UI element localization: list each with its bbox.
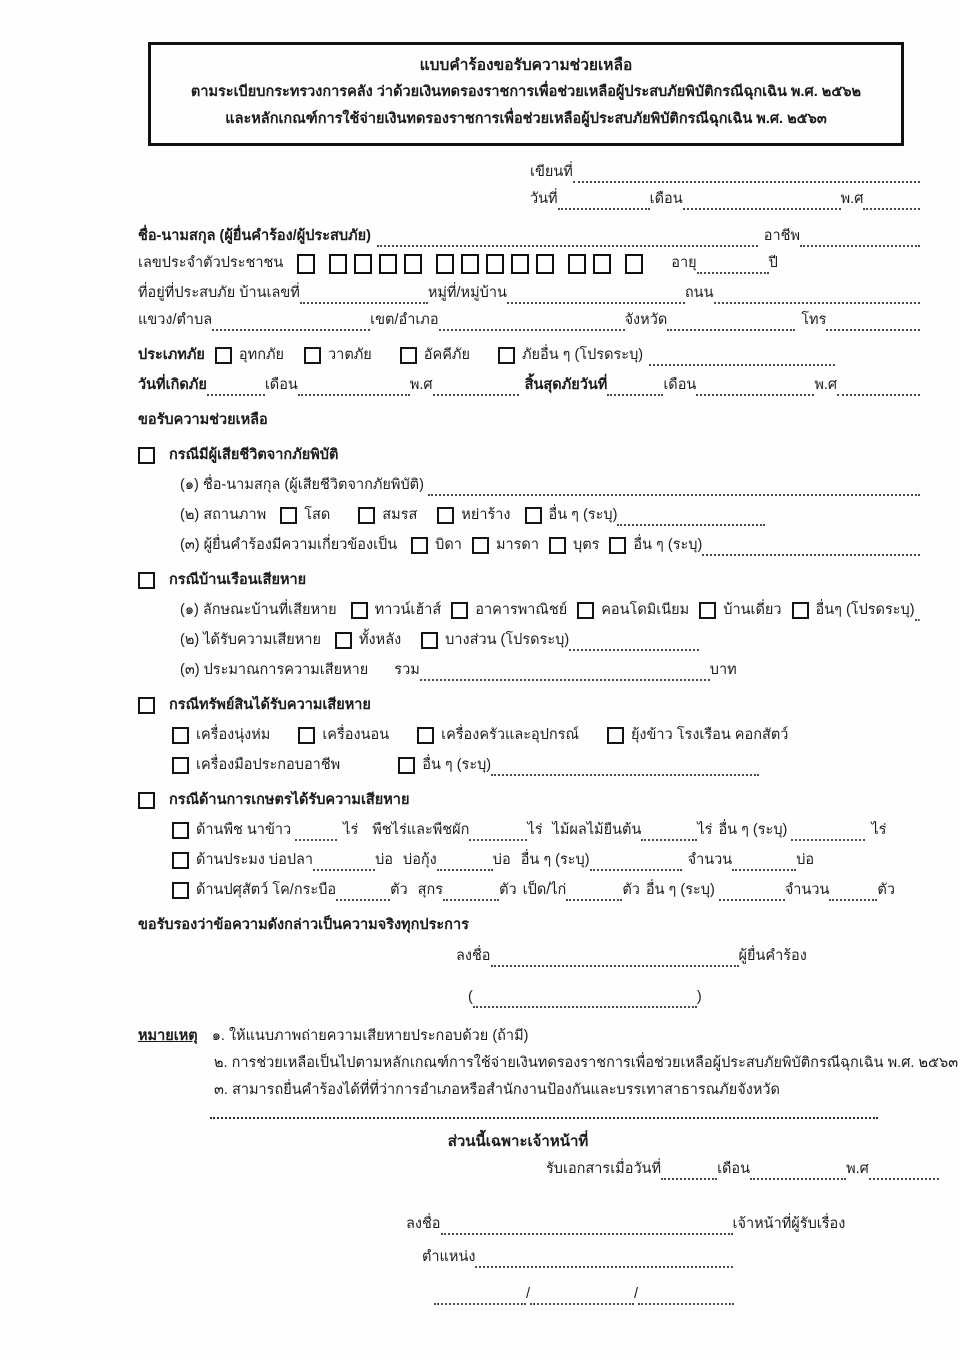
national-id-label: เลขประจำตัวประชาชน bbox=[138, 255, 284, 271]
checkbox-occupation-tools[interactable] bbox=[172, 757, 189, 774]
date-slash-1: / bbox=[526, 1286, 531, 1302]
checkbox-townhouse[interactable] bbox=[351, 602, 368, 619]
checkbox-child[interactable] bbox=[549, 537, 566, 554]
end-year-label: พ.ศ bbox=[814, 377, 838, 393]
damage-partial-fill[interactable] bbox=[569, 636, 699, 651]
damage-whole-label: ทั้งหลัง bbox=[359, 632, 402, 648]
age-fill[interactable] bbox=[697, 259, 769, 274]
disaster-type-label: ประเภทภัย bbox=[138, 347, 205, 363]
form-title: แบบคำร้องขอรับความช่วยเหลือ bbox=[419, 57, 633, 74]
fishery-seg2-label: บ่อกุ้ง bbox=[402, 852, 437, 868]
crops-rice-fill[interactable] bbox=[295, 826, 337, 841]
crops-label: ด้านพืช นาข้าว bbox=[196, 822, 292, 838]
disaster-type-fire-label: อัคคีภัย bbox=[423, 347, 470, 363]
crops-unit4-label: ไร่ bbox=[871, 822, 887, 838]
date-month-fill[interactable] bbox=[683, 195, 841, 210]
province-label: จังหวัด bbox=[624, 312, 668, 328]
fishery-label: ด้านประมง บ่อปลา bbox=[196, 852, 314, 868]
start-month-label: เดือน bbox=[264, 377, 298, 393]
road-fill[interactable] bbox=[714, 289, 921, 304]
end-day-fill[interactable] bbox=[607, 381, 663, 396]
received-month-label: เดือน bbox=[717, 1161, 751, 1177]
crops-unit3-label: ไร่ bbox=[697, 822, 713, 838]
fishery-unit4-label: บ่อ bbox=[796, 852, 815, 868]
checkbox-house-case[interactable] bbox=[138, 572, 155, 589]
id-digit-group-4 bbox=[568, 254, 611, 274]
house-townhouse-label: ทาวน์เฮ้าส์ bbox=[374, 602, 442, 618]
id-digit-box[interactable] bbox=[486, 254, 504, 274]
livestock-unit2-label: ตัว bbox=[499, 882, 517, 898]
disaster-end-label: สิ้นสุดภัยวันที่ bbox=[524, 377, 608, 393]
date-month-label: เดือน bbox=[649, 191, 683, 207]
property-other-label: อื่น ๆ (ระบุ) bbox=[422, 757, 492, 773]
end-month-label: เดือน bbox=[663, 377, 697, 393]
crops-unit2-label: ไร่ bbox=[527, 822, 543, 838]
property-tools-label: เครื่องมือประกอบอาชีพ bbox=[196, 757, 341, 773]
applicant-sign-label: ลงชื่อ bbox=[456, 948, 491, 964]
date-day-fill[interactable] bbox=[558, 195, 650, 210]
disaster-type-flood-label: อุทกภัย bbox=[238, 347, 285, 363]
agriculture-section-title: กรณีด้านการเกษตรได้รับความเสียหาย bbox=[169, 792, 410, 808]
officer-sign-label: ลงชื่อ bbox=[406, 1216, 441, 1232]
date-day-label: วันที่ bbox=[530, 191, 558, 207]
id-digit-box[interactable] bbox=[354, 254, 372, 274]
moo-fill[interactable] bbox=[507, 289, 685, 304]
applicant-printed-name-fill[interactable] bbox=[473, 993, 697, 1008]
fishery-unit1-label: บ่อ bbox=[375, 852, 393, 868]
relation-other-fill[interactable] bbox=[702, 541, 920, 556]
form-subtitle-2: และหลักเกณฑ์การใช้จ่ายเงินทดรองราชการเพื่อช่วยเหลือผู้ประสบภัยพิบัติกรณีฉุกเฉิน พ.ศ. ๒๕๖๓ bbox=[225, 111, 827, 127]
fishery-seg4-label: จำนวน bbox=[687, 852, 733, 868]
disaster-type-other-label: ภัยอื่น ๆ (โปรดระบุ) bbox=[521, 347, 644, 363]
house-no-fill[interactable] bbox=[300, 289, 428, 304]
id-digit-group-2 bbox=[329, 254, 422, 274]
house-condo-label: คอนโดมิเนียม bbox=[601, 602, 690, 618]
paren-close: ) bbox=[696, 989, 702, 1005]
subdistrict-label: แขวง/ตำบล bbox=[138, 312, 213, 328]
house-other-label: อื่นๆ (โปรดระบุ) bbox=[815, 602, 915, 618]
crops-fruit-fill[interactable] bbox=[641, 826, 697, 841]
start-year-fill[interactable] bbox=[433, 381, 519, 396]
date-slash-2: / bbox=[634, 1286, 639, 1302]
house-commercial-label: อาคารพาณิชย์ bbox=[475, 602, 568, 618]
district-label: เขต/อำเภอ bbox=[370, 312, 439, 328]
fishery-fishpond-fill[interactable] bbox=[313, 856, 375, 871]
occupation-label: อาชีพ bbox=[763, 228, 800, 244]
checkbox-other-disaster[interactable] bbox=[498, 347, 515, 364]
note-3: ๓. สามารถยื่นคำร้องได้ที่ที่ว่าการอำเภอหรือสำนักงานป้องกันและบรรเทาสาธารณภัยจังหวัด bbox=[214, 1082, 780, 1098]
marital-single-label: โสด bbox=[304, 507, 331, 523]
id-digit-box[interactable] bbox=[404, 254, 422, 274]
livestock-seg5-label: จำนวน bbox=[784, 882, 830, 898]
crops-seg4-label: อื่น ๆ (ระบุ) bbox=[718, 822, 788, 838]
fishery-shrimppond-fill[interactable] bbox=[437, 856, 493, 871]
id-digit-box[interactable] bbox=[329, 254, 347, 274]
applicant-sign-fill[interactable] bbox=[491, 952, 739, 967]
house-total-label: รวม bbox=[394, 662, 420, 678]
checkbox-single[interactable] bbox=[280, 507, 297, 524]
crops-other-fill[interactable] bbox=[791, 826, 865, 841]
livestock-label: ด้านปศุสัตว์ โค/กระบือ bbox=[196, 882, 337, 898]
id-digit-box[interactable] bbox=[593, 254, 611, 274]
crops-seg2-label: พืชไร่และพืชผัก bbox=[372, 822, 470, 838]
property-kitchenware-label: เครื่องครัวและอุปกรณ์ bbox=[441, 727, 579, 743]
id-digit-box[interactable] bbox=[536, 254, 554, 274]
start-day-fill[interactable] bbox=[207, 381, 265, 396]
occupation-fill[interactable] bbox=[800, 232, 920, 247]
checkbox-house-other[interactable] bbox=[792, 602, 809, 619]
age-unit-label: ปี bbox=[768, 255, 778, 271]
checkbox-fire[interactable] bbox=[400, 347, 417, 364]
moo-label: หมู่ที่/หมู่บ้าน bbox=[427, 285, 507, 301]
livestock-seg4-label: อื่น ๆ (ระบุ) bbox=[645, 882, 715, 898]
phone-fill[interactable] bbox=[826, 316, 920, 331]
checkbox-flood[interactable] bbox=[215, 347, 232, 364]
livestock-cattle-fill[interactable] bbox=[336, 886, 390, 901]
relation-label: (๓) ผู้ยื่นคำร้องมีความเกี่ยวข้องเป็น bbox=[180, 537, 398, 553]
checkbox-barn[interactable] bbox=[607, 727, 624, 744]
age-label: อายุ bbox=[671, 255, 697, 271]
house-section-title: กรณีบ้านเรือนเสียหาย bbox=[169, 572, 307, 588]
id-digit-group-3 bbox=[436, 254, 554, 274]
id-digit-box[interactable] bbox=[625, 254, 643, 274]
marital-other-label: อื่น ๆ (ระบุ) bbox=[548, 507, 618, 523]
header-box bbox=[148, 42, 904, 146]
address-label: ที่อยู่ที่ประสบภัย บ้านเลขที่ bbox=[138, 285, 300, 301]
received-month-fill[interactable] bbox=[750, 1165, 846, 1180]
fishery-count-fill[interactable] bbox=[732, 856, 796, 871]
position-fill[interactable] bbox=[475, 1253, 733, 1268]
district-fill[interactable] bbox=[439, 316, 625, 331]
livestock-unit1-label: ตัว bbox=[390, 882, 408, 898]
position-label: ตำแหน่ง bbox=[422, 1249, 476, 1265]
written-at-label: เขียนที่ bbox=[530, 164, 573, 180]
disaster-type-other-fill[interactable] bbox=[649, 351, 835, 366]
received-day-fill[interactable] bbox=[661, 1165, 717, 1180]
checkbox-whole-house[interactable] bbox=[335, 632, 352, 649]
relation-mother-label: มารดา bbox=[495, 537, 539, 553]
officer-date-month-fill[interactable] bbox=[530, 1290, 634, 1305]
id-digit-group-5 bbox=[625, 254, 643, 274]
death-section-title: กรณีมีผู้เสียชีวิตจากภัยพิบัติ bbox=[169, 447, 339, 463]
checkbox-detached[interactable] bbox=[699, 602, 716, 619]
applicant-signer-label: ผู้ยื่นคำร้อง bbox=[738, 948, 807, 964]
property-clothing-label: เครื่องนุ่งห่ม bbox=[196, 727, 271, 743]
checkbox-kitchenware[interactable] bbox=[417, 727, 434, 744]
checkbox-property-case[interactable] bbox=[138, 697, 155, 714]
relation-child-label: บุตร bbox=[572, 537, 600, 553]
received-year-fill[interactable] bbox=[869, 1165, 939, 1180]
road-label: ถนน bbox=[684, 285, 714, 301]
checkbox-commercial[interactable] bbox=[451, 602, 468, 619]
damage-partial-label: บางส่วน (โปรดระบุ) bbox=[445, 632, 570, 648]
marital-divorced-label: หย่าร้าง bbox=[461, 507, 511, 523]
start-month-fill[interactable] bbox=[298, 381, 410, 396]
id-digit-box[interactable] bbox=[297, 254, 315, 274]
property-other-fill[interactable] bbox=[491, 761, 759, 776]
officer-title-label: เจ้าหน้าที่ผู้รับเรื่อง bbox=[732, 1216, 846, 1232]
checkbox-agriculture-case[interactable] bbox=[138, 792, 155, 809]
start-year-label: พ.ศ bbox=[409, 377, 433, 393]
checkbox-fishery[interactable] bbox=[172, 852, 189, 869]
end-month-fill[interactable] bbox=[696, 381, 814, 396]
form-subtitle-1: ตามระเบียบกระทรวงการคลัง ว่าด้วยเงินทดรองราชการเพื่อช่วยเหลือผู้ประสบภัยพิบัติกรณีฉุกเฉิน พ.ศ. ๒๕๖๒ bbox=[190, 84, 862, 100]
fishery-other-fill[interactable] bbox=[590, 856, 682, 871]
relation-other-label: อื่น ๆ (ระบุ) bbox=[633, 537, 703, 553]
property-barn-label: ยุ้งข้าว โรงเรือน คอกสัตว์ bbox=[630, 727, 789, 743]
house-estimate-label: (๓) ประมาณการความเสียหาย bbox=[180, 662, 369, 678]
house-other-fill[interactable] bbox=[915, 606, 920, 621]
id-digit-box[interactable] bbox=[379, 254, 397, 274]
livestock-pig-fill[interactable] bbox=[443, 886, 499, 901]
paren-open: ( bbox=[468, 989, 473, 1005]
death-name-label: (๑) ชื่อ-นามสกุล (ผู้เสียชีวิตจากภัยพิบัติ) bbox=[180, 477, 424, 493]
id-digit-box[interactable] bbox=[461, 254, 479, 274]
house-currency-label: บาท bbox=[709, 662, 737, 678]
house-detached-label: บ้านเดี่ยว bbox=[723, 602, 782, 618]
livestock-unit5-label: ตัว bbox=[877, 882, 895, 898]
disaster-start-label: วันที่เกิดภัย bbox=[138, 377, 207, 393]
fishery-unit2-label: บ่อ bbox=[492, 852, 511, 868]
received-year-label: พ.ศ bbox=[846, 1161, 869, 1177]
subdistrict-fill[interactable] bbox=[212, 316, 370, 331]
id-digit-box[interactable] bbox=[568, 254, 586, 274]
checkbox-clothing[interactable] bbox=[172, 727, 189, 744]
checkbox-windstorm[interactable] bbox=[304, 347, 321, 364]
id-digit-box[interactable] bbox=[436, 254, 454, 274]
fishery-seg3-label: อื่น ๆ (ระบุ) bbox=[520, 852, 590, 868]
disaster-type-windstorm-label: วาตภัย bbox=[328, 347, 372, 363]
checkbox-property-other[interactable] bbox=[398, 757, 415, 774]
date-year-label: พ.ศ bbox=[840, 191, 864, 207]
crops-seg3-label: ไม้ผลไม้ยืนต้น bbox=[552, 822, 642, 838]
end-year-fill[interactable] bbox=[837, 381, 920, 396]
id-digit-group-1 bbox=[297, 254, 315, 274]
note-1: ๑. ให้แนบภาพถ่ายความเสียหายประกอบด้วย (ถ้ามี) bbox=[211, 1028, 529, 1044]
applicant-name-fill[interactable] bbox=[377, 232, 758, 247]
livestock-other-fill[interactable] bbox=[719, 886, 785, 901]
written-at-fill[interactable] bbox=[573, 168, 920, 183]
checkbox-marital-other[interactable] bbox=[525, 507, 542, 524]
checkbox-father[interactable] bbox=[411, 537, 428, 554]
applicant-name-label: ชื่อ-นามสกุล (ผู้ยื่นคำร้อง/ผู้ประสบภัย) bbox=[138, 228, 371, 244]
marital-other-fill[interactable] bbox=[617, 511, 765, 526]
phone-label: โทร bbox=[801, 312, 827, 328]
livestock-unit3-label: ตัว bbox=[622, 882, 640, 898]
marital-status-label: (๒) สถานภาพ bbox=[180, 507, 267, 523]
notes-heading: หมายเหตุ bbox=[138, 1028, 198, 1044]
house-type-label: (๑) ลักษณะบ้านที่เสียหาย bbox=[180, 602, 337, 618]
property-bedding-label: เครื่องนอน bbox=[322, 727, 390, 743]
house-damage-label: (๒) ได้รับความเสียหาย bbox=[180, 632, 321, 648]
property-section-title: กรณีทรัพย์สินได้รับความเสียหาย bbox=[169, 697, 371, 713]
certify-text: ขอรับรองว่าข้อความดังกล่าวเป็นความจริงทุกประการ bbox=[138, 917, 469, 933]
checkbox-divorced[interactable] bbox=[437, 507, 454, 524]
checkbox-livestock[interactable] bbox=[172, 882, 189, 899]
checkbox-bedding[interactable] bbox=[298, 727, 315, 744]
checkbox-mother[interactable] bbox=[472, 537, 489, 554]
checkbox-death-case[interactable] bbox=[138, 447, 155, 464]
id-digit-box[interactable] bbox=[511, 254, 529, 274]
checkbox-partial-house[interactable] bbox=[421, 632, 438, 649]
officer-date-year-fill[interactable] bbox=[638, 1290, 734, 1305]
checkbox-crops[interactable] bbox=[172, 822, 189, 839]
crops-field-fill[interactable] bbox=[469, 826, 527, 841]
assistance-heading: ขอรับความช่วยเหลือ bbox=[138, 412, 268, 428]
note-2: ๒. การช่วยเหลือเป็นไปตามหลักเกณฑ์การใช้จ่ายเงินทดรองราชการเพื่อช่วยเหลือผู้ประสบภัยพิบัติกรณีฉุกเฉิน พ.ศ. ๒๕๖๓ bbox=[214, 1055, 959, 1071]
checkbox-condo[interactable] bbox=[577, 602, 594, 619]
relation-father-label: บิดา bbox=[435, 537, 462, 553]
officer-date-day-fill[interactable] bbox=[434, 1290, 526, 1305]
livestock-poultry-fill[interactable] bbox=[566, 886, 622, 901]
checkbox-relation-other[interactable] bbox=[609, 537, 626, 554]
officer-section-heading: ส่วนนี้เฉพาะเจ้าหน้าที่ bbox=[447, 1133, 589, 1150]
received-date-label: รับเอกสารเมื่อวันที่ bbox=[546, 1161, 662, 1177]
livestock-seg3-label: เป็ด/ไก่ bbox=[522, 882, 567, 898]
crops-unit1-label: ไร่ bbox=[343, 822, 359, 838]
death-name-fill[interactable] bbox=[428, 481, 920, 496]
house-total-fill[interactable] bbox=[420, 666, 710, 681]
livestock-count-fill[interactable] bbox=[829, 886, 877, 901]
officer-sign-fill[interactable] bbox=[441, 1220, 733, 1235]
checkbox-married[interactable] bbox=[358, 507, 375, 524]
province-fill[interactable] bbox=[667, 316, 795, 331]
marital-married-label: สมรส bbox=[382, 507, 418, 523]
date-year-fill[interactable] bbox=[863, 195, 920, 210]
section-divider bbox=[210, 1117, 878, 1119]
livestock-seg2-label: สุกร bbox=[417, 882, 444, 898]
form-content bbox=[138, 42, 959, 1305]
